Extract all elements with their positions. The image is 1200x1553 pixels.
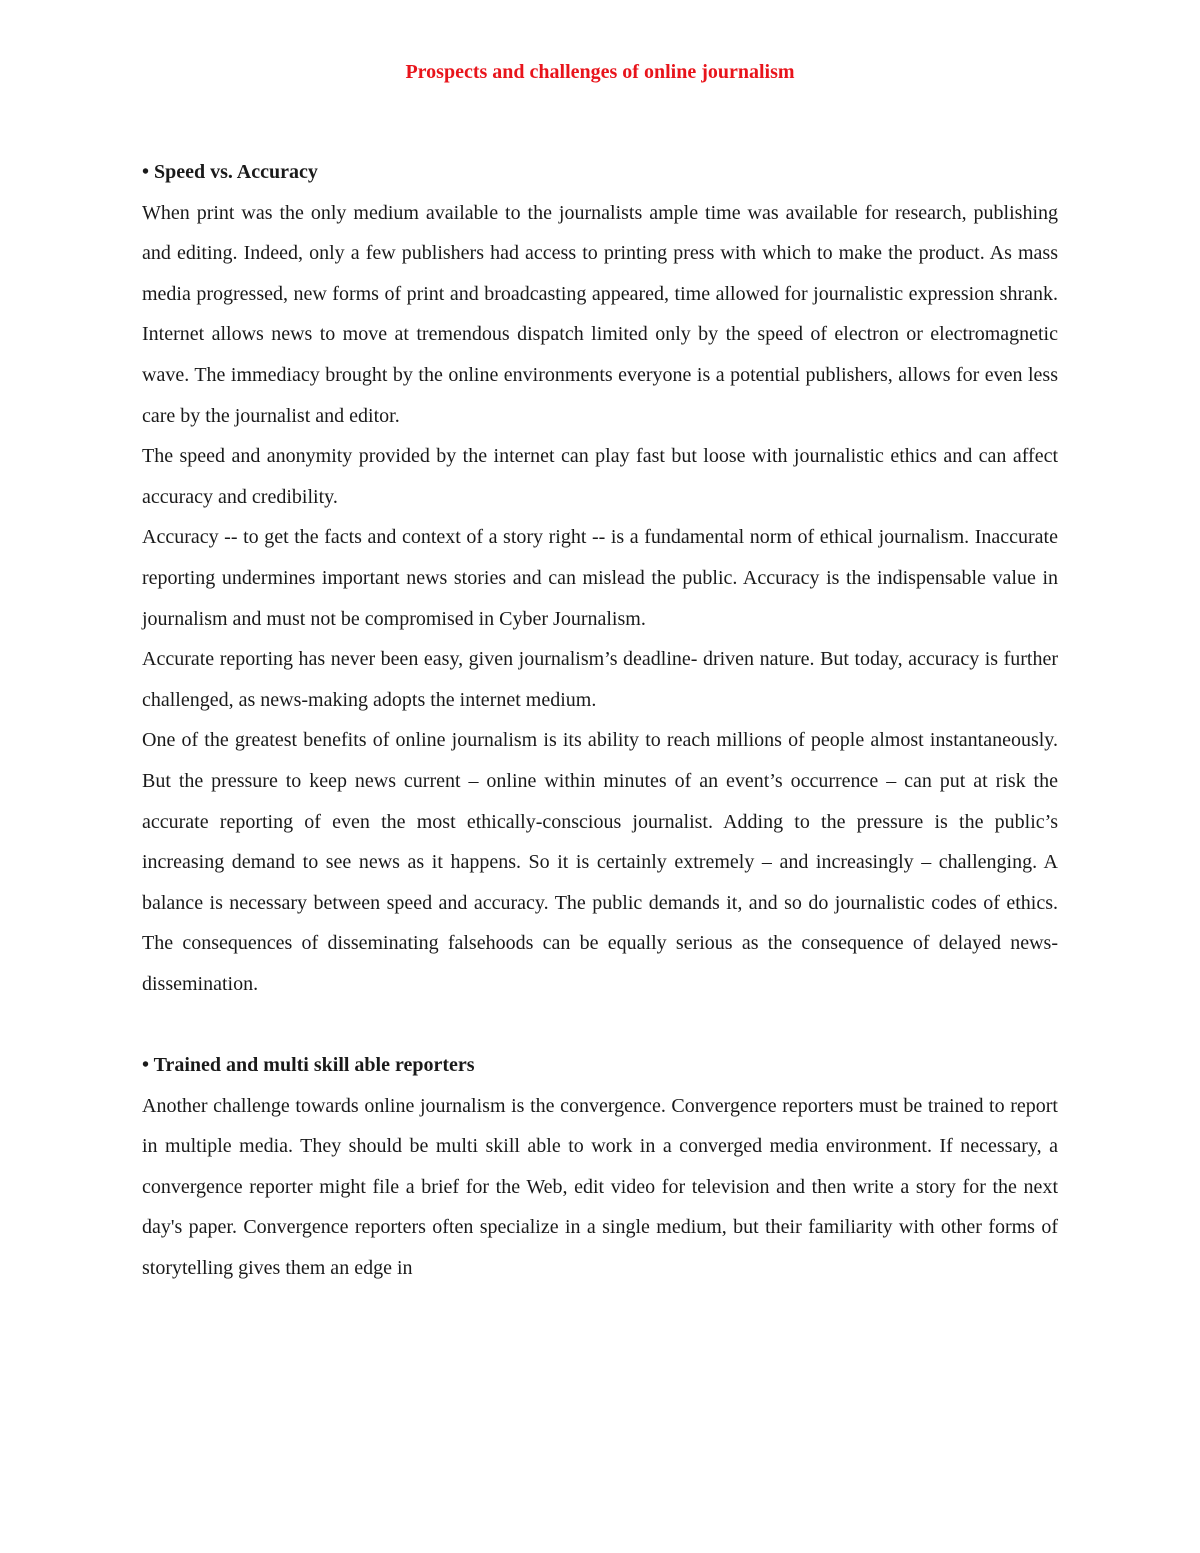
- paragraph: The speed and anonymity provided by the internet can play fast but loose with journalistic ethics and can affect accuracy and credibility.: [142, 445, 1058, 508]
- section-trained-reporters: [142, 1045, 1058, 1289]
- document-title: Prospects and challenges of online journalism: [405, 61, 795, 83]
- paragraph: When print was the only medium available to the journalists ample time was available for research, publishing and editing. Indeed, only a few publishers had access to printing press with which to make the product. As mass media progressed, new forms of print and broadcasting appeared, time allowed for journalistic expression shrank. Internet allows news to move at tremendous dispatch limited only by the speed of electron or electromagnetic wave. The immediacy brought by the online environments everyone is a potential publishers, allows for even less care by the journalist and editor.: [142, 201, 1058, 427]
- section-speed-vs-accuracy: [142, 152, 1058, 1004]
- paragraph: One of the greatest benefits of online journalism is its ability to reach millions of people almost instantaneously. But the pressure to keep news current – online within minutes of an event’s occurrence – can put at risk the accurate reporting of even the most ethically-conscious journalist. Adding to the pressure is the public’s increasing demand to see news as it happens. So it is certainly extremely – and increasingly – challenging. A balance is necessary between speed and accuracy. The public demands it, and so do journalistic codes of ethics. The consequences of disseminating falsehoods can be equally serious as the consequence of delayed news-dissemination.: [142, 729, 1058, 995]
- paragraph: Accuracy -- to get the facts and context of a story right -- is a fundamental norm of ethical journalism. Inaccurate reporting undermines important news stories and can mislead the public. Accuracy is the indispensable value in journalism and must not be compromised in Cyber Journalism.: [142, 526, 1058, 630]
- paragraph: Another challenge towards online journalism is the convergence. Convergence reporters must be trained to report in multiple media. They should be multi skill able to work in a converged media environment. If necessary, a convergence reporter might file a brief for the Web, edit video for television and then write a story for the next day's paper. Convergence reporters often specialize in a single medium, but their familiarity with other forms of storytelling gives them an edge in: [142, 1094, 1058, 1280]
- section-heading: • Trained and multi skill able reporters: [142, 1054, 475, 1077]
- paragraph: Accurate reporting has never been easy, given journalism’s deadline- driven nature. But today, accuracy is further challenged, as news-making adopts the internet medium.: [142, 648, 1058, 711]
- document-page: [142, 56, 1058, 1289]
- section-heading: • Speed vs. Accuracy: [142, 161, 318, 183]
